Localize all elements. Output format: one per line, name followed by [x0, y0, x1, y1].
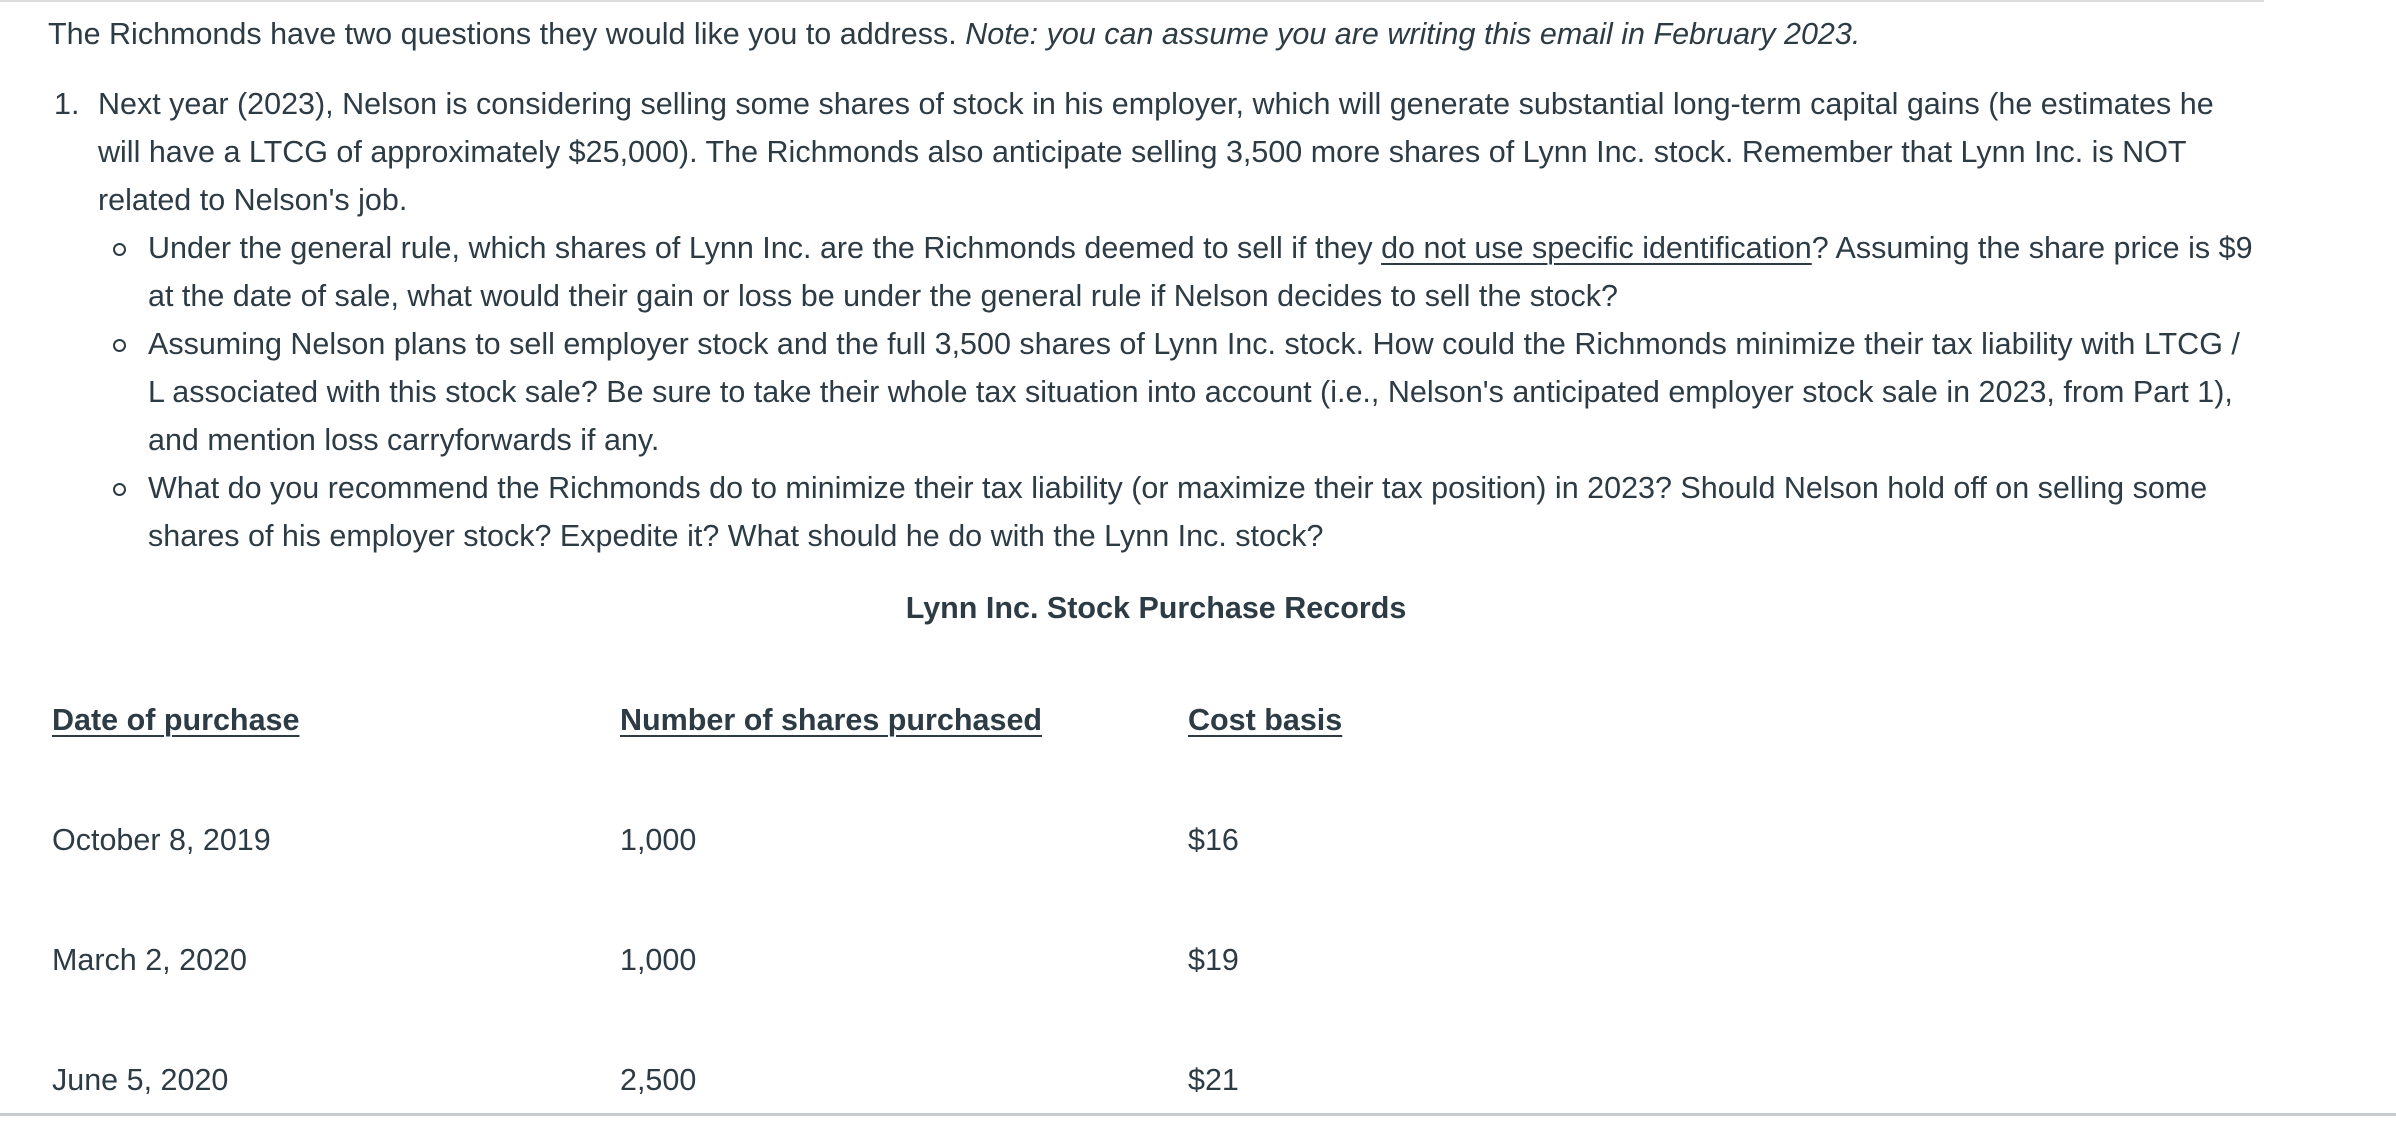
- sub-question-3: [98, 464, 2264, 560]
- row-3-shares: 2,500: [620, 1063, 697, 1097]
- sub-question-2: [98, 320, 2264, 464]
- row-3-date: June 5, 2020: [52, 1063, 229, 1097]
- intro-note: Note: you can assume you are writing this email in February 2023.: [965, 17, 1861, 51]
- row-1-shares: 1,000: [620, 823, 697, 857]
- bullet-icon: [113, 339, 126, 352]
- row-2-shares: 1,000: [620, 943, 697, 977]
- sub-question-1: [98, 224, 2264, 320]
- header-cost-basis: Cost basis: [1188, 703, 1343, 737]
- bottom-divider: [0, 1113, 2396, 1116]
- question-1: [48, 80, 2264, 560]
- table-title: Lynn Inc. Stock Purchase Records: [905, 591, 1407, 625]
- header-number-of-shares: Number of shares purchased: [620, 703, 1043, 737]
- question-1-number: 1.: [54, 87, 80, 121]
- header-date-of-purchase: Date of purchase: [52, 703, 300, 737]
- row-1-date: October 8, 2019: [52, 823, 271, 857]
- intro-paragraph: [48, 10, 2264, 58]
- bullet-icon: [113, 243, 126, 256]
- sub-question-2-text: Assuming Nelson plans to sell employer stock and the full 3,500 shares of Lynn Inc. stock. How could the Richmonds minimize their tax liability with LTCG / L associated with this stock sale? Be sure to take their whole tax situation into account (i.e., Nelson's anticipated employer stock sale in 2023, from Part 1), and mention loss carryforwards if any.: [148, 327, 2240, 457]
- sub-question-1-text-end: ? Assuming the share price is $9 at the date of sale, what would their gain or loss be under the general rule if Nelson decides to sell the stock?: [148, 231, 2253, 313]
- sub-question-1-text-start: Under the general rule, which shares of Lynn Inc. are the Richmonds deemed to sell if they: [148, 231, 1382, 265]
- row-2-cost-basis: $19: [1188, 943, 1239, 977]
- question-1-sub-list: [98, 224, 2264, 560]
- intro-text: The Richmonds have two questions they would like you to address.: [48, 17, 966, 51]
- top-divider: [0, 0, 2264, 2]
- document-body: [48, 10, 2264, 560]
- row-3-cost-basis: $21: [1188, 1063, 1239, 1097]
- question-1-text: Next year (2023), Nelson is considering selling some shares of stock in his employer, which will generate substantial long-term capital gains (he estimates he will have a LTCG of approximately $25,000). The Richmonds also anticipate selling 3,500 more shares of Lynn Inc. stock. Remember that Lynn Inc. is NOT related to Nelson's job.: [98, 87, 2214, 217]
- specific-identification-emphasis: do not use specific identification: [1381, 231, 1812, 265]
- row-1-cost-basis: $16: [1188, 823, 1239, 857]
- bullet-icon: [113, 483, 126, 496]
- sub-question-3-text: What do you recommend the Richmonds do to minimize their tax liability (or maximize their tax position) in 2023? Should Nelson hold off on selling some shares of his employer stock? Expedite it? What should he do with the Lynn Inc. stock?: [148, 471, 2208, 553]
- question-list: [48, 80, 2264, 560]
- row-2-date: March 2, 2020: [52, 943, 247, 977]
